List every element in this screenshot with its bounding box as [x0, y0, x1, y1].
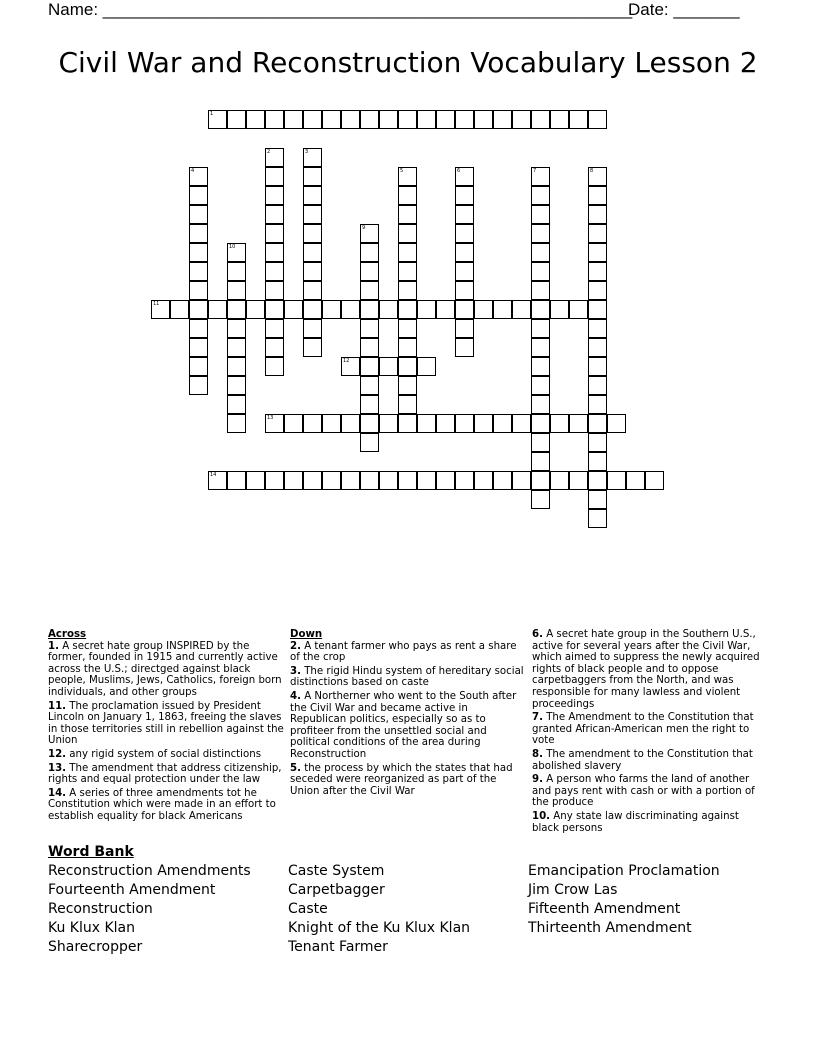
grid-cell[interactable] [493, 110, 512, 129]
clue-number: 8. [532, 748, 543, 760]
grid-cell[interactable] [588, 243, 607, 262]
grid-cell[interactable] [189, 357, 208, 376]
cell-number: 6 [457, 168, 461, 174]
grid-cell[interactable] [379, 110, 398, 129]
grid-cell[interactable] [531, 319, 550, 338]
word-bank [48, 863, 768, 958]
grid-cell[interactable] [227, 262, 246, 281]
cell-number: 3 [305, 149, 309, 155]
cell-number: 5 [400, 168, 404, 174]
grid-cell[interactable] [474, 300, 493, 319]
across-heading: Across [48, 629, 87, 640]
clue-text: A tenant farmer who pays as rent a share of the crop [290, 640, 517, 664]
clue-text: A secret hate group in the Southern U.S., active for several years after the Civil War, which aimed to suppress the newly acquired rights of black people and to oppose carpetbaggers from the North, and was responsible for many lawless and violent proceedings [532, 629, 760, 710]
grid-cell[interactable] [227, 319, 246, 338]
down-heading: Down [290, 629, 323, 640]
word-bank-item: Thirteenth Amendment [528, 920, 692, 936]
clue-number: 1. [48, 640, 59, 652]
grid-cell[interactable] [569, 300, 588, 319]
grid-cell[interactable] [360, 243, 379, 262]
grid-cell[interactable] [265, 224, 284, 243]
grid-cell[interactable] [588, 281, 607, 300]
grid-cell[interactable] [531, 490, 550, 509]
grid-cell[interactable] [379, 414, 398, 433]
grid-cell[interactable] [588, 319, 607, 338]
cell-number: 12 [343, 358, 350, 364]
grid-cell[interactable] [398, 471, 417, 490]
word-bank-item: Reconstruction [48, 901, 153, 917]
grid-cell[interactable] [588, 262, 607, 281]
grid-cell[interactable] [265, 186, 284, 205]
grid-cell[interactable] [341, 110, 360, 129]
grid-cell[interactable] [398, 243, 417, 262]
grid-cell[interactable] [303, 338, 322, 357]
grid-cell[interactable] [398, 414, 417, 433]
grid-cell[interactable] [227, 357, 246, 376]
word-bank-item: Tenant Farmer [288, 939, 388, 955]
grid-cell[interactable] [531, 433, 550, 452]
grid-cell[interactable] [455, 205, 474, 224]
grid-cell[interactable] [588, 224, 607, 243]
down-clue-list [290, 641, 524, 798]
grid-cell[interactable] [436, 471, 455, 490]
grid-cell[interactable] [455, 414, 474, 433]
grid-cell[interactable] [398, 300, 417, 319]
grid-cell[interactable] [303, 224, 322, 243]
grid-cell[interactable] [246, 110, 265, 129]
word-bank-item: Ku Klux Klan [48, 920, 136, 936]
grid-cell[interactable] [379, 300, 398, 319]
grid-cell[interactable] [360, 110, 379, 129]
grid-cell[interactable] [189, 281, 208, 300]
grid-cell[interactable] [303, 300, 322, 319]
grid-cell[interactable] [493, 471, 512, 490]
grid-cell[interactable] [569, 110, 588, 129]
word-bank-item: Emancipation Proclamation [528, 863, 720, 879]
clue-item [48, 749, 284, 761]
grid-cell[interactable] [398, 205, 417, 224]
grid-cell[interactable] [265, 319, 284, 338]
grid-cell[interactable] [360, 281, 379, 300]
word-bank-item: Knight of the Ku Klux Klan [288, 920, 471, 936]
grid-cell[interactable] [455, 110, 474, 129]
cell-number: 11 [153, 301, 160, 307]
cell-number: 1 [210, 111, 214, 117]
grid-cell[interactable] [531, 205, 550, 224]
grid-cell[interactable] [493, 300, 512, 319]
grid-cell[interactable] [474, 414, 493, 433]
clue-number: 3. [290, 665, 301, 677]
grid-cell[interactable] [417, 300, 436, 319]
word-bank-item: Jim Crow Las [528, 882, 618, 898]
clue-number: 2. [290, 640, 301, 652]
grid-cell[interactable] [512, 414, 531, 433]
grid-cell[interactable] [531, 376, 550, 395]
grid-cell[interactable] [303, 186, 322, 205]
grid-cell[interactable] [417, 110, 436, 129]
grid-cell[interactable] [588, 471, 607, 490]
cell-number: 2 [267, 149, 271, 155]
grid-cell[interactable] [607, 414, 626, 433]
grid-cell[interactable] [531, 110, 550, 129]
clue-text: A series of three amendments tot he Constitution which were made in an effort to establish equality for black Americans [48, 787, 276, 822]
grid-cell[interactable] [360, 338, 379, 357]
grid-cell[interactable] [360, 224, 379, 243]
clue-text: The rigid Hindu system of hereditary social distinctions based on caste [290, 665, 524, 689]
grid-cell[interactable] [455, 262, 474, 281]
clue-item [532, 749, 768, 772]
grid-cell[interactable] [531, 414, 550, 433]
clue-item [532, 629, 768, 710]
grid-cell[interactable] [512, 300, 531, 319]
word-bank-item: Fourteenth Amendment [48, 882, 216, 898]
grid-cell[interactable] [265, 205, 284, 224]
grid-cell[interactable] [360, 262, 379, 281]
grid-cell[interactable] [284, 471, 303, 490]
clue-text: The amendment to the Constitution that abolished slavery [532, 748, 753, 772]
grid-cell[interactable] [227, 414, 246, 433]
clue-number: 9. [532, 774, 543, 786]
grid-cell[interactable] [360, 357, 379, 376]
grid-cell[interactable] [227, 376, 246, 395]
cell-number: 10 [229, 244, 236, 250]
cell-number: 14 [210, 472, 217, 478]
clue-number: 13. [48, 762, 67, 774]
grid-cell[interactable] [189, 262, 208, 281]
clue-number: 6. [532, 629, 543, 640]
grid-cell[interactable] [360, 319, 379, 338]
grid-cell[interactable] [531, 338, 550, 357]
grid-cell[interactable] [360, 433, 379, 452]
clue-text: The Amendment to the Constitution that granted African-American men the right to vote [532, 712, 754, 747]
grid-cell[interactable] [189, 376, 208, 395]
grid-cell[interactable] [379, 357, 398, 376]
grid-cell[interactable] [284, 300, 303, 319]
clue-item [48, 763, 284, 786]
grid-cell[interactable] [189, 243, 208, 262]
clue-text: Any state law discriminating against black persons [532, 810, 739, 834]
grid-cell[interactable] [189, 319, 208, 338]
clue-item [532, 774, 768, 809]
grid-cell[interactable] [303, 281, 322, 300]
word-bank-item: Reconstruction Amendments [48, 863, 251, 879]
grid-cell[interactable] [227, 471, 246, 490]
grid-cell[interactable] [227, 243, 246, 262]
grid-cell[interactable] [550, 471, 569, 490]
grid-cell[interactable] [227, 300, 246, 319]
grid-cell[interactable] [417, 357, 436, 376]
grid-cell[interactable] [398, 319, 417, 338]
grid-cell[interactable] [588, 167, 607, 186]
grid-cell[interactable] [360, 471, 379, 490]
grid-cell[interactable] [265, 243, 284, 262]
cell-number: 8 [590, 168, 594, 174]
grid-cell[interactable] [341, 357, 360, 376]
grid-cell[interactable] [531, 281, 550, 300]
cell-number: 9 [362, 225, 366, 231]
grid-cell[interactable] [531, 471, 550, 490]
grid-cell[interactable] [455, 281, 474, 300]
grid-cell[interactable] [303, 414, 322, 433]
grid-cell[interactable] [588, 414, 607, 433]
clue-text: A person who farms the land of another and pays rent with cash or with a portion of the produce [532, 774, 755, 809]
grid-cell[interactable] [208, 300, 227, 319]
grid-cell[interactable] [569, 414, 588, 433]
clue-item [532, 811, 768, 834]
grid-cell[interactable] [379, 471, 398, 490]
grid-cell[interactable] [474, 471, 493, 490]
clue-number: 4. [290, 690, 301, 702]
grid-cell[interactable] [455, 471, 474, 490]
clue-number: 5. [290, 762, 301, 774]
grid-cell[interactable] [341, 300, 360, 319]
grid-cell[interactable] [189, 338, 208, 357]
grid-cell[interactable] [265, 262, 284, 281]
grid-cell[interactable] [398, 110, 417, 129]
grid-cell[interactable] [531, 224, 550, 243]
word-bank-item: Caste System [288, 863, 385, 879]
clue-number: 7. [532, 712, 543, 724]
clue-text: any rigid system of social distinctions [66, 748, 262, 760]
grid-cell[interactable] [550, 300, 569, 319]
clue-item [290, 691, 524, 761]
grid-cell[interactable] [531, 452, 550, 471]
grid-cell[interactable] [588, 357, 607, 376]
grid-cell[interactable] [550, 110, 569, 129]
clue-item [290, 641, 524, 664]
grid-cell[interactable] [322, 414, 341, 433]
grid-cell[interactable] [303, 148, 322, 167]
grid-cell[interactable] [607, 471, 626, 490]
grid-cell[interactable] [531, 167, 550, 186]
grid-cell[interactable] [151, 300, 170, 319]
grid-cell[interactable] [360, 300, 379, 319]
grid-cell[interactable] [189, 224, 208, 243]
grid-cell[interactable] [341, 471, 360, 490]
clue-number: 14. [48, 787, 67, 799]
grid-cell[interactable] [588, 490, 607, 509]
grid-cell[interactable] [189, 205, 208, 224]
clue-number: 12. [48, 748, 67, 760]
down-clue-list-continued [532, 629, 768, 834]
clue-text: The amendment that address citizenship, rights and equal protection under the law [48, 762, 282, 786]
grid-cell[interactable] [455, 243, 474, 262]
grid-cell[interactable] [303, 243, 322, 262]
grid-cell[interactable] [512, 471, 531, 490]
grid-cell[interactable] [588, 433, 607, 452]
grid-cell[interactable] [360, 395, 379, 414]
grid-cell[interactable] [588, 186, 607, 205]
grid-cell[interactable] [398, 376, 417, 395]
grid-cell[interactable] [512, 110, 531, 129]
grid-cell[interactable] [588, 376, 607, 395]
grid-cell[interactable] [303, 319, 322, 338]
grid-cell[interactable] [189, 186, 208, 205]
grid-cell[interactable] [455, 300, 474, 319]
grid-cell[interactable] [398, 395, 417, 414]
date-field[interactable]: Date: _______ [628, 0, 740, 19]
cell-number: 7 [533, 168, 537, 174]
grid-cell[interactable] [531, 243, 550, 262]
clues-column-2 [290, 629, 524, 799]
clue-text: the process by which the states that had seceded were reorganized as part of the Union after the Civil War [290, 762, 513, 797]
grid-cell[interactable] [531, 300, 550, 319]
grid-cell[interactable] [265, 281, 284, 300]
word-bank-item: Sharecropper [48, 939, 143, 955]
grid-cell[interactable] [493, 414, 512, 433]
grid-cell[interactable] [170, 300, 189, 319]
grid-cell[interactable] [284, 110, 303, 129]
grid-cell[interactable] [588, 509, 607, 528]
grid-cell[interactable] [246, 300, 265, 319]
word-bank-item: Caste [288, 901, 328, 917]
clue-item [48, 701, 284, 747]
grid-cell[interactable] [588, 110, 607, 129]
grid-cell[interactable] [436, 110, 455, 129]
grid-cell[interactable] [303, 205, 322, 224]
grid-cell[interactable] [360, 414, 379, 433]
grid-cell[interactable] [322, 110, 341, 129]
grid-cell[interactable] [455, 338, 474, 357]
grid-cell[interactable] [303, 262, 322, 281]
clue-item [290, 666, 524, 689]
grid-cell[interactable] [588, 300, 607, 319]
grid-cell[interactable] [645, 471, 664, 490]
clues-column-3 [532, 629, 768, 836]
grid-cell[interactable] [588, 338, 607, 357]
grid-cell[interactable] [417, 471, 436, 490]
grid-cell[interactable] [227, 395, 246, 414]
across-clue-list [48, 641, 284, 823]
grid-cell[interactable] [227, 338, 246, 357]
grid-cell[interactable] [208, 110, 227, 129]
grid-cell[interactable] [531, 357, 550, 376]
grid-cell[interactable] [569, 471, 588, 490]
grid-cell[interactable] [436, 414, 455, 433]
grid-cell[interactable] [265, 357, 284, 376]
word-bank-title: Word Bank [48, 844, 134, 860]
grid-cell[interactable] [208, 471, 227, 490]
clue-number: 10. [532, 810, 551, 822]
grid-cell[interactable] [531, 186, 550, 205]
grid-cell[interactable] [227, 110, 246, 129]
grid-cell[interactable] [398, 224, 417, 243]
grid-cell[interactable] [588, 395, 607, 414]
grid-cell[interactable] [265, 338, 284, 357]
clue-text: A Northerner who went to the South after the Civil War and became active in Republican politics, especially so as to profiteer from the unsettled social and political conditions of the area during Reconstruction [290, 690, 517, 760]
grid-cell[interactable] [189, 167, 208, 186]
clue-item [290, 763, 524, 798]
grid-cell[interactable] [341, 414, 360, 433]
grid-cell[interactable] [322, 300, 341, 319]
clue-item [48, 788, 284, 823]
grid-cell[interactable] [360, 376, 379, 395]
grid-cell[interactable] [398, 167, 417, 186]
grid-cell[interactable] [531, 262, 550, 281]
grid-cell[interactable] [265, 414, 284, 433]
grid-cell[interactable] [265, 471, 284, 490]
grid-cell[interactable] [265, 167, 284, 186]
clue-item [532, 712, 768, 747]
grid-cell[interactable] [265, 110, 284, 129]
grid-cell[interactable] [531, 395, 550, 414]
grid-cell[interactable] [436, 300, 455, 319]
cell-number: 4 [191, 168, 195, 174]
clue-text: The proclamation issued by President Lincoln on January 1, 1863, freeing the slaves in those territories still in rebellion against the Union [48, 700, 284, 747]
page-title: Civil War and Reconstruction Vocabulary Lesson 2 [58, 46, 758, 79]
grid-cell[interactable] [246, 471, 265, 490]
grid-cell[interactable] [322, 471, 341, 490]
grid-cell[interactable] [455, 319, 474, 338]
grid-cell[interactable] [189, 300, 208, 319]
grid-cell[interactable] [303, 471, 322, 490]
grid-cell[interactable] [303, 167, 322, 186]
grid-cell[interactable] [417, 414, 436, 433]
grid-cell[interactable] [588, 205, 607, 224]
grid-cell[interactable] [550, 414, 569, 433]
clues-column-1 [48, 629, 284, 825]
grid-cell[interactable] [398, 281, 417, 300]
clue-text: A secret hate group INSPIRED by the former, founded in 1915 and currently active across the U.S.; directged against black people, Muslims, Jews, Catholics, foreign born individuals, and other groups [48, 640, 282, 698]
word-bank-item: Fifteenth Amendment [528, 901, 681, 917]
grid-cell[interactable] [455, 167, 474, 186]
cell-number: 13 [267, 415, 274, 421]
grid-cell[interactable] [398, 357, 417, 376]
grid-cell[interactable] [303, 110, 322, 129]
grid-cell[interactable] [474, 110, 493, 129]
clue-number: 11. [48, 700, 67, 712]
grid-cell[interactable] [455, 224, 474, 243]
grid-cell[interactable] [284, 414, 303, 433]
grid-cell[interactable] [265, 148, 284, 167]
grid-cell[interactable] [626, 471, 645, 490]
clue-item [48, 641, 284, 699]
word-bank-item: Carpetbagger [288, 882, 385, 898]
name-field[interactable]: Name: ________________________________________________________ [48, 0, 633, 19]
grid-cell[interactable] [265, 300, 284, 319]
grid-cell[interactable] [227, 281, 246, 300]
grid-cell[interactable] [398, 338, 417, 357]
grid-cell[interactable] [398, 262, 417, 281]
grid-cell[interactable] [455, 186, 474, 205]
grid-cell[interactable] [588, 452, 607, 471]
grid-cell[interactable] [398, 186, 417, 205]
